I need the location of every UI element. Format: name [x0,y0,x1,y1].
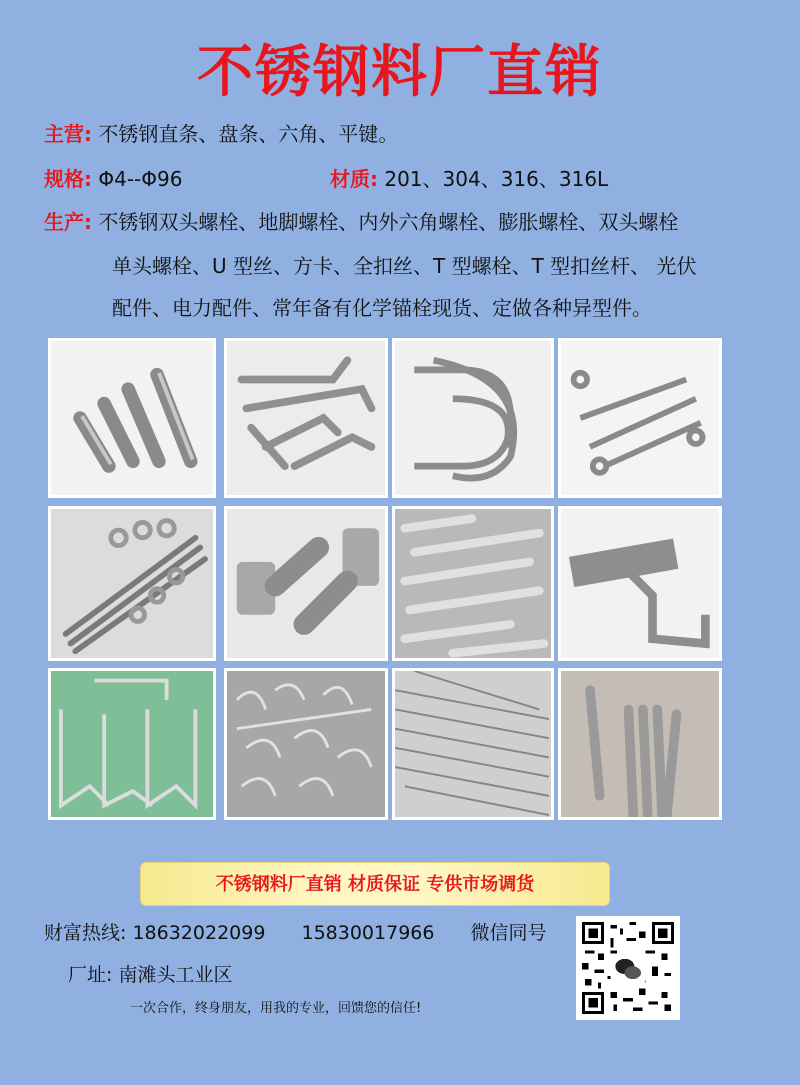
solar-bracket-photo [558,506,722,661]
hotline-row [44,918,577,945]
wire-pile-photo [392,668,554,820]
hotline-label: 财富热线: [44,922,127,944]
wechat-note: 微信同号 [470,922,547,944]
spec-label: 规格: [44,167,92,191]
phone-number-1[interactable]: 18632022099 [132,922,266,944]
production-line-3: 配件、电力配件、常年备有化学锚栓现货、定做各种异型件。 [112,296,652,320]
address-value: 南滩头工业区 [118,964,233,986]
production-line-1: 不锈钢双头螺栓、地脚螺栓、内外六角螺栓、膨胀螺栓、双头螺栓 [98,210,679,234]
production-label: 生产: [44,210,92,234]
closing-slogan: 一次合作，终身朋友，用我的专业，回馈您的信任! [130,1001,422,1016]
threaded-rod-nuts-photo [48,506,216,661]
spec-value: Φ4--Φ96 [98,167,183,191]
rod-stock-photo [392,506,554,661]
main-business-label: 主营: [44,122,92,146]
hook-wire-photo [224,668,388,820]
main-business-value: 不锈钢直条、盘条、六角、平键。 [98,122,399,146]
material-row [330,163,608,192]
t-bolt-photo [224,506,388,661]
production-row [44,206,678,235]
double-end-stud-photo [48,338,216,498]
u-bolt-photo [392,338,554,498]
slogan-banner: 不锈钢料厂直销 材质保证 专供市场调货 [140,862,610,906]
spec-row [44,163,182,192]
material-label: 材质: [330,167,378,191]
material-value: 201、304、316、316L [384,167,609,191]
phone-number-2[interactable]: 15830017966 [301,922,435,944]
main-business-row [44,118,398,147]
l-bolt-photo [224,338,388,498]
wire-frame-photo [48,668,216,820]
wechat-qr-code[interactable] [576,916,680,1020]
page-title: 不锈钢料厂直销 [197,40,603,105]
eye-bolt-photo [558,338,722,498]
address-label: 厂址: [68,964,113,986]
production-line-2: 单头螺栓、U 型丝、方卡、全扣丝、T 型螺栓、T 型扣丝杆、 光伏 [112,254,697,278]
address-row [68,960,232,987]
stud-bolt-photo [558,668,722,820]
